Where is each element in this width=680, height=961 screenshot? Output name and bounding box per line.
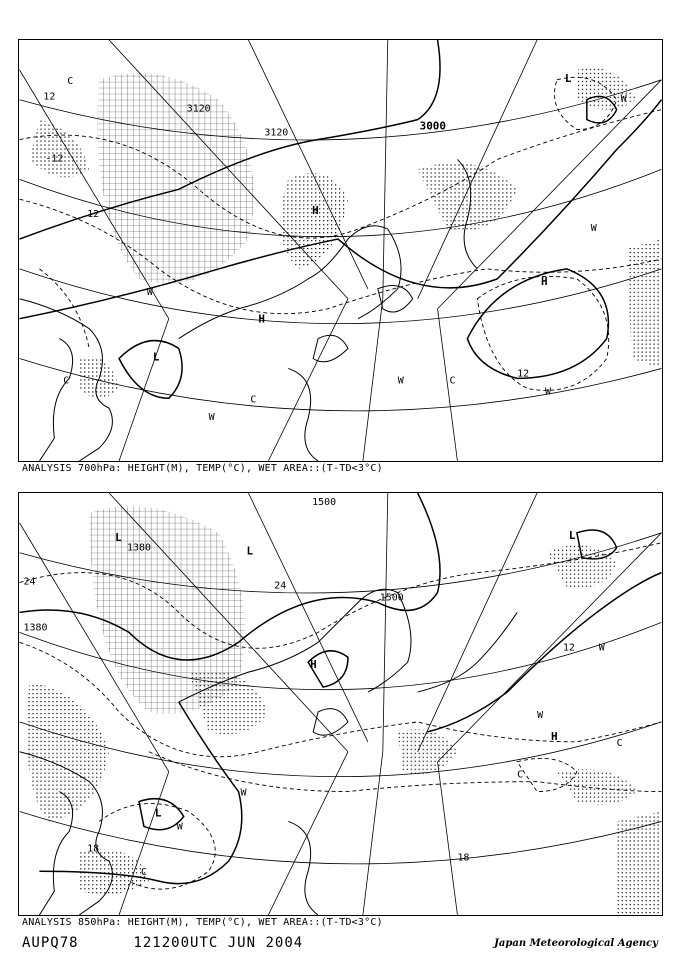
cold-marker: C bbox=[63, 375, 70, 387]
height-label: 1380 bbox=[23, 622, 48, 634]
caption-700hpa: ANALYSIS 700hPa: HEIGHT(M), TEMP(°C), WET AREA::(T-TD<3°C) bbox=[22, 463, 383, 474]
low-marker: L bbox=[568, 528, 576, 542]
caption-850hpa: ANALYSIS 850hPa: HEIGHT(M), TEMP(°C), WET AREA::(T-TD<3°C) bbox=[22, 917, 383, 928]
warm-marker: W bbox=[598, 642, 605, 654]
valid-time: 121200UTC JUN 2004 bbox=[133, 935, 304, 951]
warm-marker: W bbox=[620, 93, 627, 105]
high-marker: H bbox=[551, 729, 558, 743]
warm-marker: W bbox=[545, 386, 552, 398]
map-700hpa-canvas bbox=[19, 40, 662, 461]
warm-marker: W bbox=[397, 375, 404, 387]
temp-label: 12 bbox=[562, 642, 575, 654]
temp-label: 18 bbox=[87, 843, 100, 855]
height-label: 1500 bbox=[312, 496, 337, 508]
map-panel-850hpa bbox=[18, 492, 663, 916]
low-marker: L bbox=[152, 350, 160, 364]
wet-areas bbox=[27, 506, 661, 915]
map-850hpa-canvas bbox=[19, 493, 662, 915]
temp-label: 12 bbox=[43, 91, 56, 103]
height-label: 3000 bbox=[419, 119, 446, 133]
high-marker: H bbox=[541, 274, 548, 288]
high-marker: H bbox=[312, 204, 319, 218]
wet-areas bbox=[29, 68, 661, 398]
warm-marker: W bbox=[176, 821, 183, 833]
agency-name: Japan Meteorological Agency bbox=[494, 938, 658, 949]
warm-marker: W bbox=[146, 286, 153, 298]
height-label: 1380 bbox=[127, 542, 151, 554]
chart-footer bbox=[22, 935, 303, 951]
cold-marker: C bbox=[67, 75, 74, 87]
height-label: 3120 bbox=[264, 127, 289, 139]
cold-marker: C bbox=[616, 737, 623, 749]
temp-label: 18 bbox=[457, 852, 470, 864]
warm-marker: W bbox=[208, 412, 215, 424]
temp-label: 12 bbox=[87, 209, 100, 221]
low-marker: L bbox=[246, 544, 254, 558]
height-label: 3120 bbox=[186, 103, 211, 115]
height-label: 1500 bbox=[379, 592, 404, 604]
map-panel-700hpa bbox=[18, 39, 663, 462]
temp-label: 24 bbox=[274, 580, 287, 592]
high-marker: H bbox=[310, 658, 317, 672]
warm-marker: W bbox=[240, 787, 247, 799]
temp-label: -12 bbox=[45, 153, 64, 165]
cold-marker: C bbox=[449, 375, 456, 387]
warm-marker: W bbox=[537, 709, 544, 721]
low-marker: L bbox=[154, 806, 162, 820]
temp-label: 24 bbox=[23, 576, 36, 588]
warm-marker: W bbox=[590, 223, 597, 235]
temp-label: 12 bbox=[517, 368, 530, 380]
chart-id: AUPQ78 bbox=[22, 935, 79, 951]
cold-marker: C bbox=[517, 769, 524, 781]
cold-marker: C bbox=[250, 394, 257, 406]
low-marker: L bbox=[115, 530, 122, 544]
cold-marker: C bbox=[140, 867, 147, 879]
high-marker: H bbox=[258, 312, 265, 326]
low-marker: L bbox=[564, 71, 572, 85]
